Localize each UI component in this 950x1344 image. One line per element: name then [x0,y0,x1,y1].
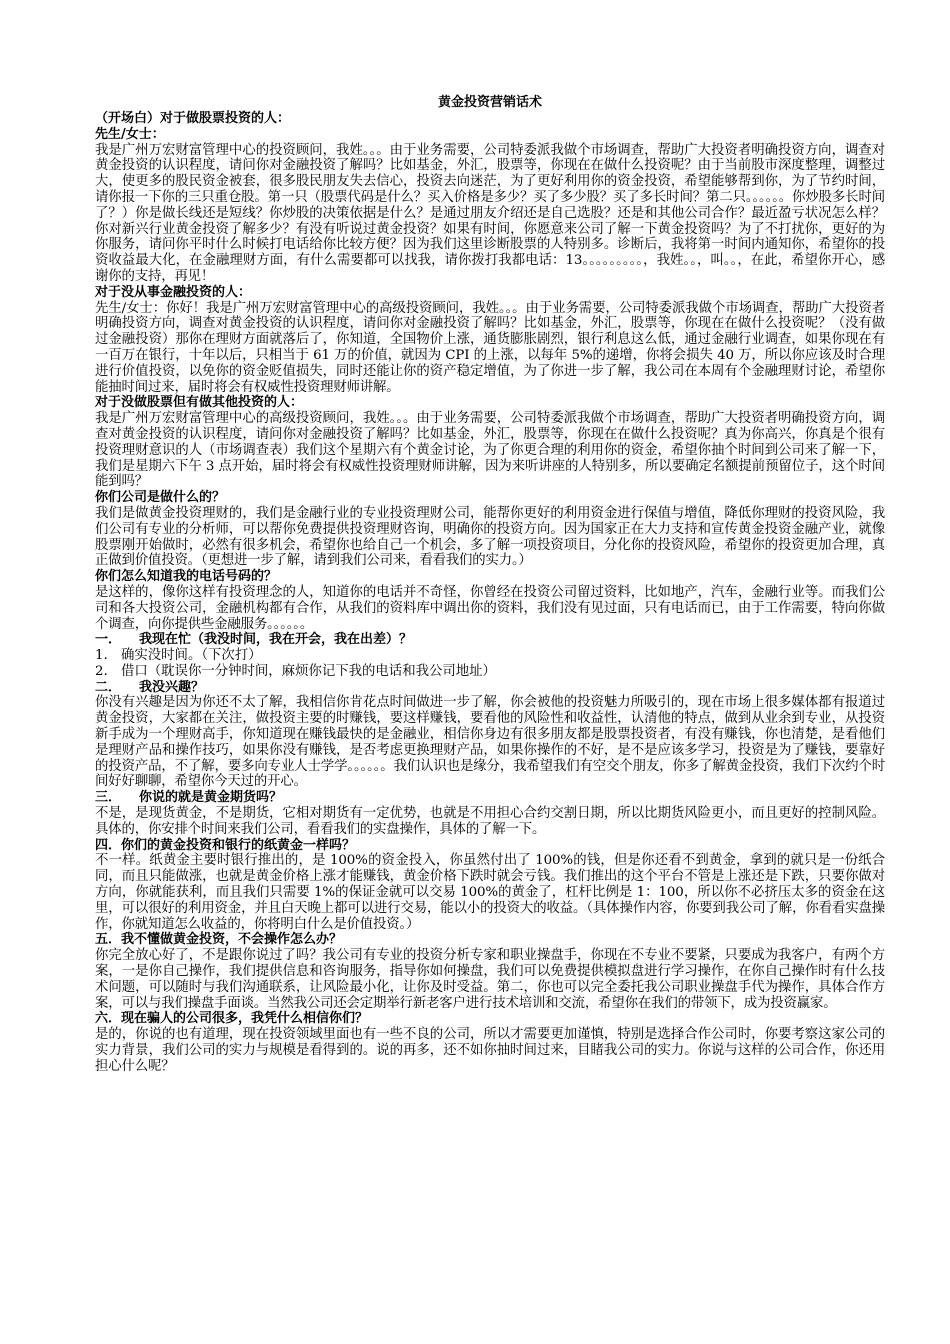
objection-body: 你没有兴趣是因为你还不太了解，我相信你肯花点时间做进一步了解，你会被他的投资魅力所吸引的，现在市场上很多媒体都有报道过黄金投资，大家都在关注，做投资主要的时赚钱，要这样赚钱，要看他的风险性和收益性，认清他的特点，做到从业余到专业，从投资新手成为一个理财高手，你知道现在赚钱最快的是金融业，相信你身边有很多朋友都是股票投资者，有没有赚钱，你也清楚，是看他们是理财产品和操作技巧，如果你没有赚钱，是否考虑更换理财产品，如果你操作的不好，是不是应该多学习，投资是为了赚钱，要靠好的投资产品，不了解，要多向专业人士学学。。。。。。我们认识也是缘分，我希望我们有空交个朋友，你多了解黄金投资，我们下次约个时间好好聊聊，希望你今天过的开心。 [95,695,885,790]
objection-number: 五． [95,932,122,948]
document-title: 黄金投资营销话术 [437,95,542,110]
objection-title: 我不懂做黄金投资，不会操作怎么办？ [121,932,343,948]
objection-heading [95,838,885,854]
objection-heading [95,790,885,806]
section-body: 是这样的，像你这样有投资理念的人，知道你的电话并不奇怪，你曾经在投资公司留过资料，比如地产，汽车，金融行业等。而我们公司和各大投资公司，金融机构都有合作，从我们的资料库中调出你的资料，我们没有见过面，只有电话而已，由于工作需要，特向你做个调查，向你提供些金融服务。。。。。。 [95,584,885,632]
list-item [95,648,885,664]
list-item [95,664,885,680]
objection-title: 你说的就是黄金期货吗？ [139,790,283,806]
objection-number: 三． [95,790,122,806]
list-item-text: 确实没时间。（下次打） [121,648,262,664]
list-item-text: 借口（耽误你一分钟时间，麻烦你记下我的电话和我公司地址） [121,663,496,679]
objection-title: 我现在忙（我没时间，我在开会，我在出差）？ [139,632,413,648]
objection-body: 是的，你说的也有道理，现在投资领域里面也有一些不良的公司，所以才需要更加谨慎，特别是选择合作公司时，你要考察这家公司的实力背景，我们公司的实力与规模是看得到的。说的再多，还不如你抽时间过来，目睹我公司的实力。你说与这样的公司合作，你还用担心什么呢？ [95,1027,885,1074]
objection-body: 不是，是现货黄金，不是期货，它相对期货有一定优势，也就是不用担心合约交割日期，所以比期货风险更小，而且更好的控制风险。具体的，你安排个时间来我们公司，看看我们的实盘操作，具体的了解一下。 [95,806,885,837]
opening-heading: （开场白）对于做股票投资的人： [95,111,291,126]
objection-body: 你完全放心好了，不是跟你说过了吗？我公司有专业的投资分析专家和职业操盘手，你现在不专业不要紧，只要成为我客户，有两个方案，一是你自己操作，我们提供信息和咨询服务，指导你如何操盘，我们可以免费提供模拟盘进行学习操作，在你自己操作时有什么技术问题，可以随时与我们沟通联系，让风险最小化，让你及时受益。第二，你也可以完全委托我公司职业操盘手代为操作，具体合作方案，可以与我们操盘手面谈。当然我公司还会定期举行新老客户进行技术培训和交流，希望你在我们的带领下，成为投资赢家。 [95,948,885,1011]
list-item-number: 2. [95,663,108,679]
section-body: 我们是做黄金投资理财的，我们是金融行业的专业投资理财公司，能帮你更好的利用资金进行保值与增值，降低你理财的投资风险，我们公司有专业的分析师，可以帮你免费提供投资理财咨询，明确你的投资方向。因为国家正在大力支持和宣传黄金投资金融产业，就像股票刚开始做时，必然有很多机会，希望你也给自己一个机会，多了解一项投资项目，分化你的投资风险，希望你的投资更加合理，真正做到价值投资。（更想进一步了解，请到我们公司来，看看我们的实力。） [95,505,885,569]
objection-heading [95,680,885,696]
objection-number: 四． [95,837,122,853]
objection-number: 一． [95,632,122,648]
objection-heading [95,1011,885,1027]
section-body: 我是广州万宏财富管理中心的高级投资顾问，我姓。。。由于业务需要，公司特委派我做个市场调查，帮助广大投资者明确投资方向，调查对黄金投资的认识程度，请问你对金融投资了解吗？比如基金，外汇，股票等，你现在在做什么投资呢？真为你高兴，你真是个很有投资理财意识的人（市场调查表）我们这个星期六有个黄金讨论，为了你更合理的利用你的资金，希望你抽个时间到公司来了解一下，我们是星期六下午 3 点开始，届时将会有权威性投资理财师讲解，因为来听讲座的人特别多，所以要确定名额提前预留位子，这个时间能到吗？ [95,411,885,490]
objection-title: 现在骗人的公司很多，我凭什么相信你们？ [121,1011,369,1027]
list-item-number: 1. [95,648,108,664]
objection-heading [95,632,885,648]
objection-number: 六． [95,1011,122,1027]
section-heading: 你们公司是做什么的？ [95,490,226,506]
section-heading: 对于没做股票但有做其他投资的人： [95,395,304,411]
objection-title: 你们的黄金投资和银行的纸黄金一样吗？ [121,837,356,853]
section-heading: 对于没从事金融投资的人： [95,284,252,300]
objection-body: 不一样。纸黄金主要时银行推出的，是 100%的资金投入，你虽然付出了 100%的钱，但是你还看不到黄金，拿到的就只是一份纸合同，而且只能做涨，也就是黄金价格上涨才能赚钱，黄金价格下跌时就会亏钱。我们推出的这个平台不管是上涨还是下跌，只要你做对方向，你就能获利，而且我们只需要 1%的保证金就可以交易 100%的黄金了，杠杆比例是 1：100，所以你不必挤压太多的资金在这里，可以很好的利用资金，并且白天晚上都可以进行交易，能以小的投资大的收益。（具体操作内容，你要到我公司了解，你看看实盘操作，你就知道怎么收益的，你将明白什么是价值投资。） [95,853,885,932]
objection-number: 二． [95,679,122,695]
objection-heading [95,932,885,948]
section-heading: 你们怎么知道我的电话号码的？ [95,569,278,585]
section-body: 我是广州万宏财富管理中心的投资顾问，我姓。。。由于业务需要，公司特委派我做个市场调查，帮助广大投资者明确投资方向，调查对黄金投资的认识程度，请问你对金融投资了解吗？比如基金，外汇，股票等，你现在在做什么投资呢？由于当前股市深度整理，调整过大，使更多的股民资金被套，很多股民朋友失去信心，投资去向迷茫，为了更好利用你的资金投资，希望能够帮到你，为了节约时间，请你报一下你的三只重仓股。第一只（股票代码是什么？买入价格是多少？买了多少股？买了多长时间？第二只。。。。。。你炒股多长时间了？）你是做长线还是短线？你炒股的决策依据是什么？是通过朋友介绍还是自己选股？还是和其他公司合作？最近盈亏状况怎么样？你对新兴行业黄金投资了解多少？有没有听说过黄金投资？如果有时间，你愿意来公司了解一下黄金投资吗？为了不打扰你，更好的为你服务，请问你平时什么时候打电话给你比较方便？因为我们这里诊断股票的人特别多。诊断后，我将第一时间内通知你，希望你的投资收益最大化，在金融理财方面，有什么需要都可以找我，请你拨打我都电话：13。。。。。。。。。，我姓。。，叫。。，在此，希望你开心，感谢你的支持，再见！ [95,142,885,284]
objection-title: 我没兴趣？ [139,679,205,695]
section-heading: 先生/女士： [95,126,165,142]
section-body: 先生/女士：你好！我是广州万宏财富管理中心的高级投资顾问，我姓。。。由于业务需要，公司特委派我做个市场调查，帮助广大投资者明确投资方向，调查对黄金投资的认识程度，请问你对金融投资了解吗？比如基金，外汇，股票等，你现在在做什么投资呢？（没有做过金融投资）那你在理财方面就落后了，你知道，全国物价上涨，通货膨胀剧烈，银行利息这么低，通过金融行业调查，如果你现在有一百万在银行，十年以后，只相当于 61 万的价值，就因为 CPI 的上涨，以每年 5%的递增，你将会损失 40 万，所以你应该及时合理进行价值投资，以免你的资金贬值损失，同时还能让你的资产稳定增值，为了你进一步了解，我公司在本周有个金融理财讨论，希望你能抽时间过来，届时将会有权威性投资理财师讲解。 [95,300,885,395]
document-page [95,94,885,1075]
